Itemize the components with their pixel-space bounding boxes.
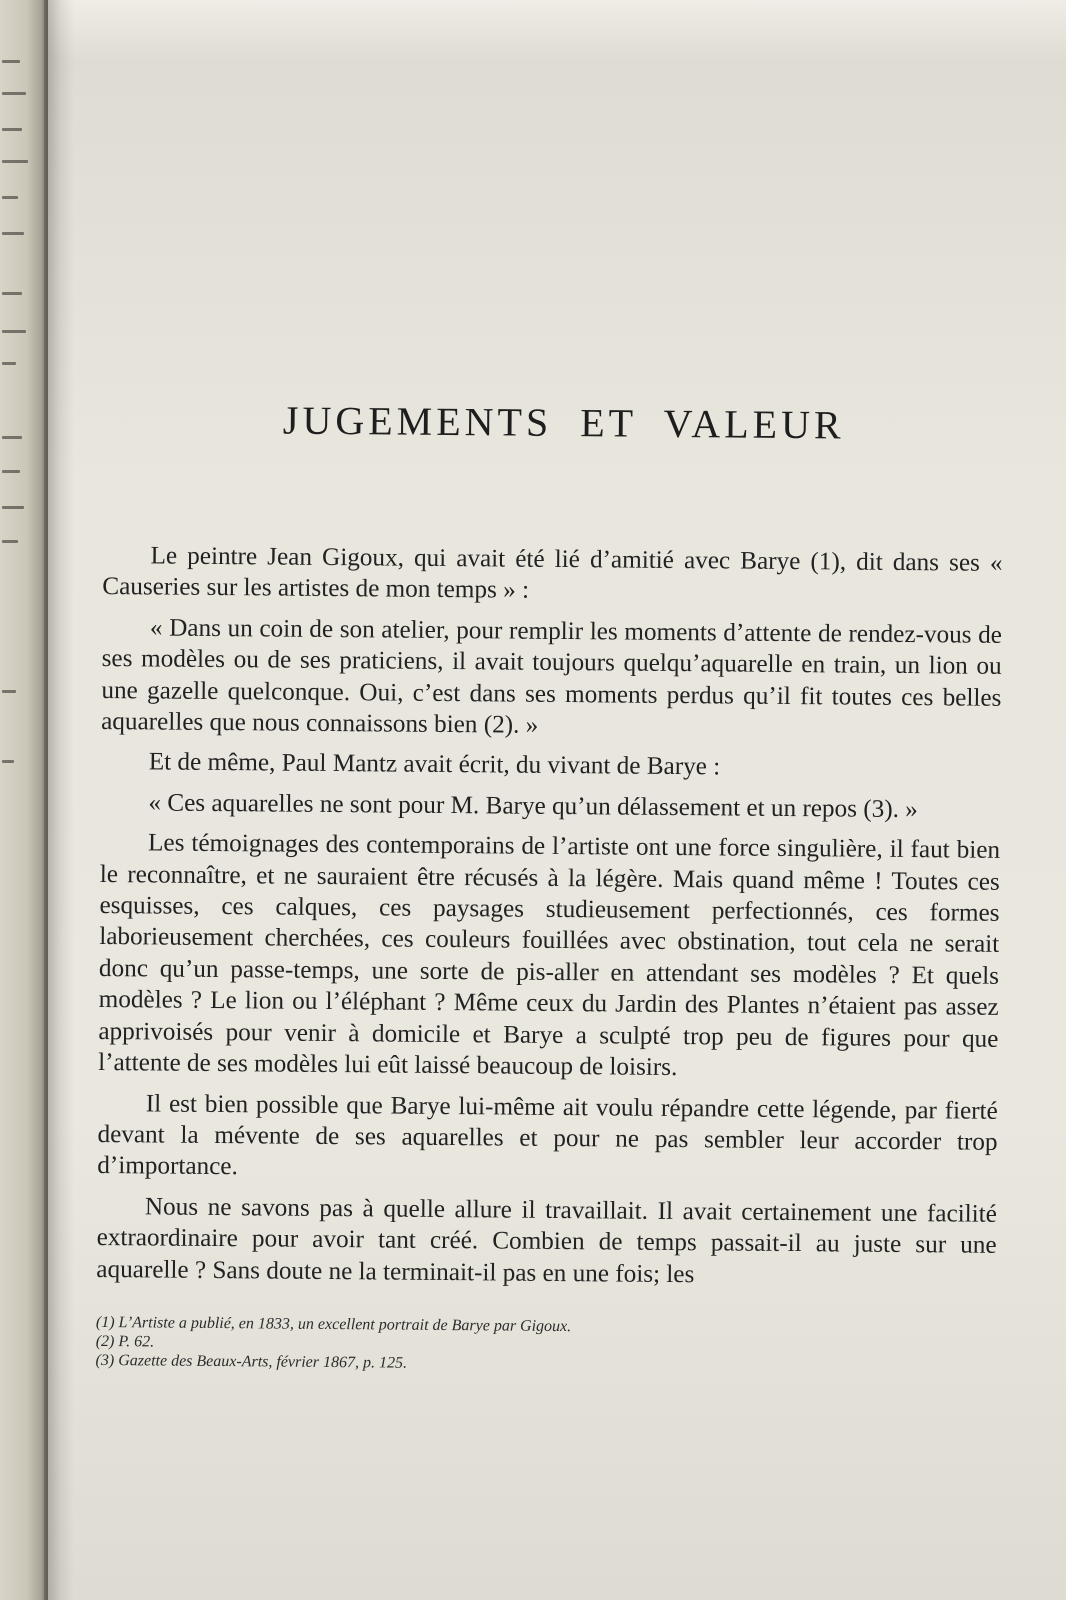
facing-page-text-fragment — [2, 362, 16, 365]
footnote-1: (1) L’Artiste a publié, en 1833, un excellent portrait de Barye par Gigoux. — [95, 1313, 572, 1336]
paragraph-mantz-quote: « Ces aquarelles ne sont pour M. Barye qu’un délassement et un repos (3). » — [148, 789, 918, 823]
facing-page-text-fragment — [2, 196, 18, 199]
facing-page-text-fragment — [2, 540, 18, 543]
paragraph-legende: Il est bien possible que Barye lui-même ait voulu répandre cette légende, par fierté devant la mévente de ses aquarelles et pour ne pas sembler leur accorder trop d’importance. — [97, 1089, 998, 1181]
facing-page-edge — [0, 0, 48, 1600]
paragraph-temoignages: Les témoignages des contemporains de l’artiste ont une force singulière, il faut bien le reconnaître, et ne sauraient être récusés à la légère. Mais quand même ! Toutes ces esquisses, ces calques, ces paysages studieusement perfectionnés, ces formes laborieusement cherchées, ces couleurs fouillées avec obstination, tout cela ne serait donc qu’un passe-temps, une sorte de pis-aller en attendant ses modèles ? Et quels modèles ? Le lion ou l’éléphant ? Même ceux du Jardin des Plantes n’étaient pas assez apprivoisés pour venir à domicile et Barye a sculpté trop peu de figures pour que l’attente de ses modèles lui eût laissé beaucoup de loisirs. — [98, 829, 1001, 1082]
facing-page-text-fragment — [2, 92, 26, 95]
book-gutter-shadow — [44, 0, 74, 1600]
facing-page-text-fragment — [2, 60, 20, 63]
paragraph-gigoux-quote: « Dans un coin de son atelier, pour remplir les moments d’attente de rendez-vous de ses modèles ou de ses praticiens, il avait toujours quelqu’aquarelle en train, un lion ou une gazelle quelconque. Oui, c’est dans ses moments perdus qu’il fit toutes ces belles aquarelles que nous connaissons bien (2). » — [101, 614, 1003, 739]
facing-page-text-fragment — [2, 690, 16, 693]
facing-page-text-fragment — [2, 760, 14, 763]
facing-page-text-fragment — [2, 128, 22, 131]
paragraph-gigoux-intro: Le peintre Jean Gigoux, qui avait été lié d’amitié avec Barye (1), dit dans ses « Causeries sur les artistes de mon temps » : — [102, 542, 1003, 605]
facing-page-text-fragment — [2, 506, 24, 509]
page-top-edge — [0, 0, 1066, 60]
paragraph-mantz-intro: Et de même, Paul Mantz avait écrit, du vivant de Barye : — [148, 748, 721, 781]
facing-page-text-fragment — [2, 330, 26, 333]
footnote-2: (2) P. 62. — [95, 1332, 155, 1351]
facing-page-text-fragment — [2, 292, 22, 295]
paragraph-allure: Nous ne savons pas à quelle allure il travaillait. Il avait certainement une facilité extraordinaire pour avoir tant créé. Combien de temps passait-il au juste sur une aquarelle ? Sans doute ne la terminait-il pas en une fois; les — [96, 1193, 998, 1288]
facing-page-text-fragment — [2, 160, 28, 163]
footnotes — [95, 1313, 995, 1378]
chapter-title: JUGEMENTS ET VALEUR — [282, 397, 845, 448]
footnote-3: (3) Gazette des Beaux-Arts, février 1867, p. 125. — [95, 1351, 408, 1372]
facing-page-text-fragment — [2, 470, 20, 473]
facing-page-text-fragment — [2, 436, 22, 439]
book-page — [95, 395, 1003, 1378]
facing-page-text-fragment — [2, 232, 24, 235]
